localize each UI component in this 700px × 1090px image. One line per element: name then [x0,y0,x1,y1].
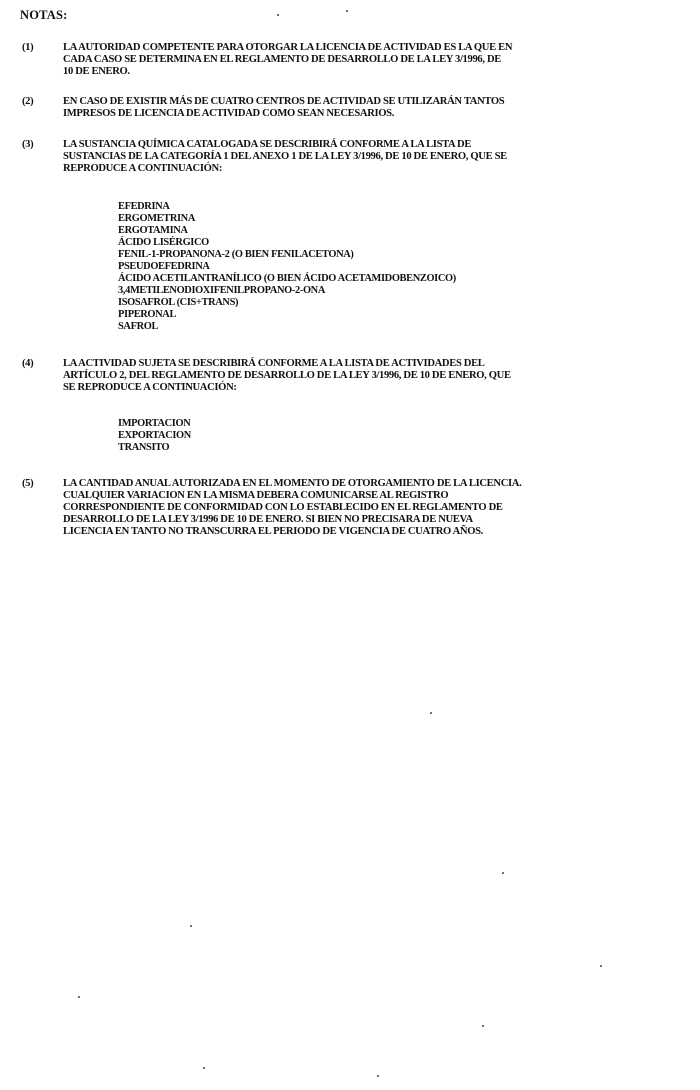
note-line: CUALQUIER VARIACION EN LA MISMA DEBERA COMUNICARSE AL REGISTRO [63,490,449,501]
list-item: ERGOTAMINA [118,225,188,236]
scan-speck [377,1075,379,1077]
note-line: LA AUTORIDAD COMPETENTE PARA OTORGAR LA LICENCIA DE ACTIVIDAD ES LA QUE EN [63,42,513,53]
note-line: DESARROLLO DE LA LEY 3/1996 DE 10 DE ENERO. SI BIEN NO PRECISARA DE NUEVA [63,514,473,525]
note-number: (4) [22,358,34,369]
substance-list [118,201,456,333]
note-line: REPRODUCE A CONTINUACIÓN: [63,163,222,174]
list-item: EXPORTACION [118,430,191,441]
note-line: SUSTANCIAS DE LA CATEGORÍA 1 DEL ANEXO 1 DE LA LEY 3/1996, DE 10 DE ENERO, QUE SE [63,151,507,162]
note-line: ARTÍCULO 2, DEL REGLAMENTO DE DESARROLLO DE LA LEY 3/1996, DE 10 DE ENERO, QUE [63,370,511,381]
list-item: FENIL-1-PROPANONA-2 (O BIEN FENILACETONA) [118,249,354,260]
scan-speck [600,965,602,967]
note-line: LA ACTIVIDAD SUJETA SE DESCRIBIRÁ CONFORME A LA LISTA DE ACTIVIDADES DEL [63,358,485,369]
list-item: ISOSAFROL (CIS+TRANS) [118,297,239,308]
note-line: LA CANTIDAD ANUAL AUTORIZADA EN EL MOMENTO DE OTORGAMIENTO DE LA LICENCIA. [63,478,522,489]
note-number: (1) [22,42,34,53]
list-item: PIPERONAL [118,309,177,320]
note-text [63,96,678,120]
scan-speck [277,14,279,16]
list-item: EFEDRINA [118,201,170,212]
note-line: SE REPRODUCE A CONTINUACIÓN: [63,382,237,393]
scan-speck [482,1025,484,1027]
note-5 [22,478,678,538]
notes-heading: NOTAS: [20,8,68,22]
note-line: IMPRESOS DE LICENCIA DE ACTIVIDAD COMO SEAN NECESARIOS. [63,108,394,119]
note-number: (2) [22,96,34,107]
note-3 [22,139,678,175]
list-item: SAFROL [118,321,159,332]
scan-speck [78,996,80,998]
scan-speck [203,1067,205,1069]
scan-speck [190,925,192,927]
note-1 [22,42,678,78]
note-text [63,139,678,175]
list-item: PSEUDOEFEDRINA [118,261,210,272]
note-line: 10 DE ENERO. [63,66,130,77]
scan-speck [502,872,504,874]
note-4 [22,358,678,394]
note-line: CADA CASO SE DETERMINA EN EL REGLAMENTO DE DESARROLLO DE LA LEY 3/1996, DE [63,54,501,65]
note-line: LA SUSTANCIA QUÍMICA CATALOGADA SE DESCRIBIRÁ CONFORME A LA LISTA DE [63,139,472,150]
note-text [63,42,678,78]
note-text [63,358,678,394]
note-text [63,478,678,538]
scan-speck [346,10,348,12]
list-item: ERGOMETRINA [118,213,195,224]
list-item: 3,4METILENODIOXIFENILPROPANO-2-ONA [118,285,325,296]
note-line: CORRESPONDIENTE DE CONFORMIDAD CON LO ESTABLECIDO EN EL REGLAMENTO DE [63,502,503,513]
scan-speck [430,712,432,714]
note-2 [22,96,678,120]
list-item: TRANSITO [118,442,170,453]
activity-list [118,418,191,454]
note-number: (5) [22,478,34,489]
note-line: EN CASO DE EXISTIR MÁS DE CUATRO CENTROS DE ACTIVIDAD SE UTILIZARÁN TANTOS [63,96,505,107]
note-line: LICENCIA EN TANTO NO TRANSCURRA EL PERIODO DE VIGENCIA DE CUATRO AÑOS. [63,526,483,537]
note-number: (3) [22,139,34,150]
list-item: ÁCIDO ACETILANTRANÍLICO (O BIEN ÁCIDO ACETAMIDOBENZOICO) [118,273,456,284]
list-item: ÁCIDO LISÉRGICO [118,237,209,248]
list-item: IMPORTACION [118,418,191,429]
